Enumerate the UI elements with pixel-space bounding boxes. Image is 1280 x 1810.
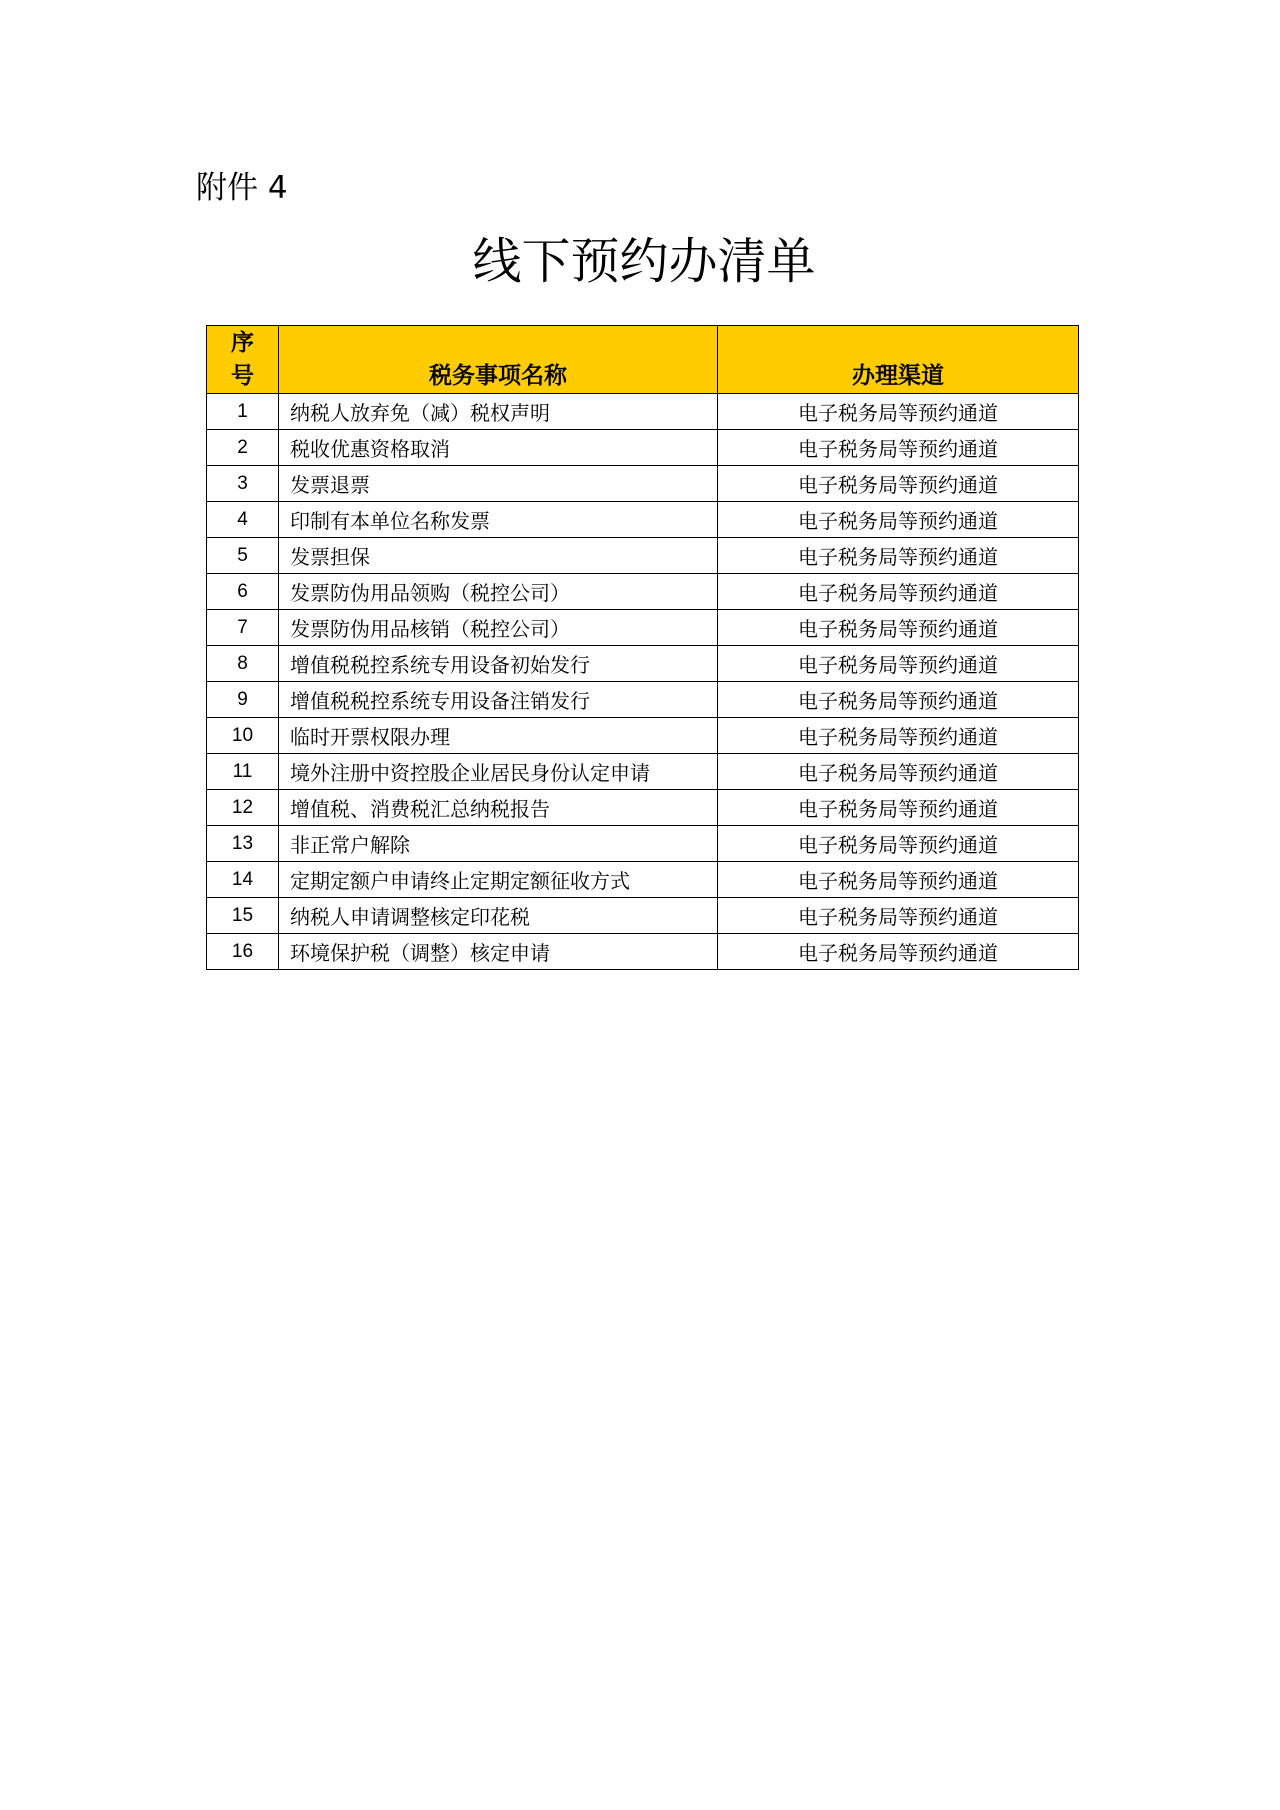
attachment-label: 附件 4 bbox=[196, 170, 288, 206]
row-number: 8 bbox=[207, 646, 279, 682]
tax-item-name: 增值税、消费税汇总纳税报告 bbox=[279, 790, 718, 826]
table-row bbox=[207, 862, 1079, 898]
table-row bbox=[207, 538, 1079, 574]
tax-item-name: 印制有本单位名称发票 bbox=[279, 502, 718, 538]
handling-channel: 电子税务局等预约通道 bbox=[718, 898, 1079, 934]
table-row bbox=[207, 826, 1079, 862]
handling-channel: 电子税务局等预约通道 bbox=[718, 790, 1079, 826]
tax-item-name: 发票防伪用品领购（税控公司） bbox=[279, 574, 718, 610]
tax-item-name: 境外注册中资控股企业居民身份认定申请 bbox=[279, 754, 718, 790]
row-number: 10 bbox=[207, 718, 279, 754]
tax-item-name: 税收优惠资格取消 bbox=[279, 430, 718, 466]
handling-channel: 电子税务局等预约通道 bbox=[718, 538, 1079, 574]
column-header-number-line1: 序 bbox=[231, 329, 254, 356]
handling-channel: 电子税务局等预约通道 bbox=[718, 502, 1079, 538]
document-title: 线下预约办清单 bbox=[472, 233, 816, 290]
tax-item-name: 临时开票权限办理 bbox=[279, 718, 718, 754]
row-number: 14 bbox=[207, 862, 279, 898]
table-row bbox=[207, 466, 1079, 502]
table-row bbox=[207, 754, 1079, 790]
appointment-list-table bbox=[206, 325, 1079, 970]
table-row bbox=[207, 502, 1079, 538]
table-row bbox=[207, 610, 1079, 646]
table-row bbox=[207, 790, 1079, 826]
tax-item-name: 纳税人放弃免（减）税权声明 bbox=[279, 394, 718, 430]
tax-item-name: 环境保护税（调整）核定申请 bbox=[279, 934, 718, 970]
table-row bbox=[207, 934, 1079, 970]
handling-channel: 电子税务局等预约通道 bbox=[718, 682, 1079, 718]
row-number: 16 bbox=[207, 934, 279, 970]
handling-channel: 电子税务局等预约通道 bbox=[718, 466, 1079, 502]
handling-channel: 电子税务局等预约通道 bbox=[718, 826, 1079, 862]
handling-channel: 电子税务局等预约通道 bbox=[718, 574, 1079, 610]
tax-item-name: 发票防伪用品核销（税控公司） bbox=[279, 610, 718, 646]
row-number: 9 bbox=[207, 682, 279, 718]
tax-item-name: 非正常户解除 bbox=[279, 826, 718, 862]
column-header-number-line2: 号 bbox=[231, 362, 254, 389]
handling-channel: 电子税务局等预约通道 bbox=[718, 862, 1079, 898]
handling-channel: 电子税务局等预约通道 bbox=[718, 610, 1079, 646]
column-header-item: 税务事项名称 bbox=[279, 326, 718, 394]
handling-channel: 电子税务局等预约通道 bbox=[718, 754, 1079, 790]
table-header-row bbox=[207, 326, 1079, 394]
tax-item-name: 定期定额户申请终止定期定额征收方式 bbox=[279, 862, 718, 898]
row-number: 4 bbox=[207, 502, 279, 538]
handling-channel: 电子税务局等预约通道 bbox=[718, 394, 1079, 430]
table-row bbox=[207, 646, 1079, 682]
table-row bbox=[207, 394, 1079, 430]
tax-item-name: 发票退票 bbox=[279, 466, 718, 502]
row-number: 2 bbox=[207, 430, 279, 466]
table-row bbox=[207, 430, 1079, 466]
row-number: 11 bbox=[207, 754, 279, 790]
column-header-channel: 办理渠道 bbox=[718, 326, 1079, 394]
table-row bbox=[207, 898, 1079, 934]
table-row bbox=[207, 718, 1079, 754]
tax-item-name: 发票担保 bbox=[279, 538, 718, 574]
handling-channel: 电子税务局等预约通道 bbox=[718, 430, 1079, 466]
column-header-number bbox=[207, 326, 279, 394]
tax-item-name: 增值税税控系统专用设备注销发行 bbox=[279, 682, 718, 718]
row-number: 12 bbox=[207, 790, 279, 826]
tax-item-name: 纳税人申请调整核定印花税 bbox=[279, 898, 718, 934]
row-number: 7 bbox=[207, 610, 279, 646]
table-row bbox=[207, 574, 1079, 610]
row-number: 1 bbox=[207, 394, 279, 430]
tax-item-name: 增值税税控系统专用设备初始发行 bbox=[279, 646, 718, 682]
row-number: 15 bbox=[207, 898, 279, 934]
row-number: 3 bbox=[207, 466, 279, 502]
handling-channel: 电子税务局等预约通道 bbox=[718, 718, 1079, 754]
table-row bbox=[207, 682, 1079, 718]
handling-channel: 电子税务局等预约通道 bbox=[718, 646, 1079, 682]
table-body bbox=[207, 394, 1079, 970]
row-number: 13 bbox=[207, 826, 279, 862]
handling-channel: 电子税务局等预约通道 bbox=[718, 934, 1079, 970]
row-number: 6 bbox=[207, 574, 279, 610]
row-number: 5 bbox=[207, 538, 279, 574]
